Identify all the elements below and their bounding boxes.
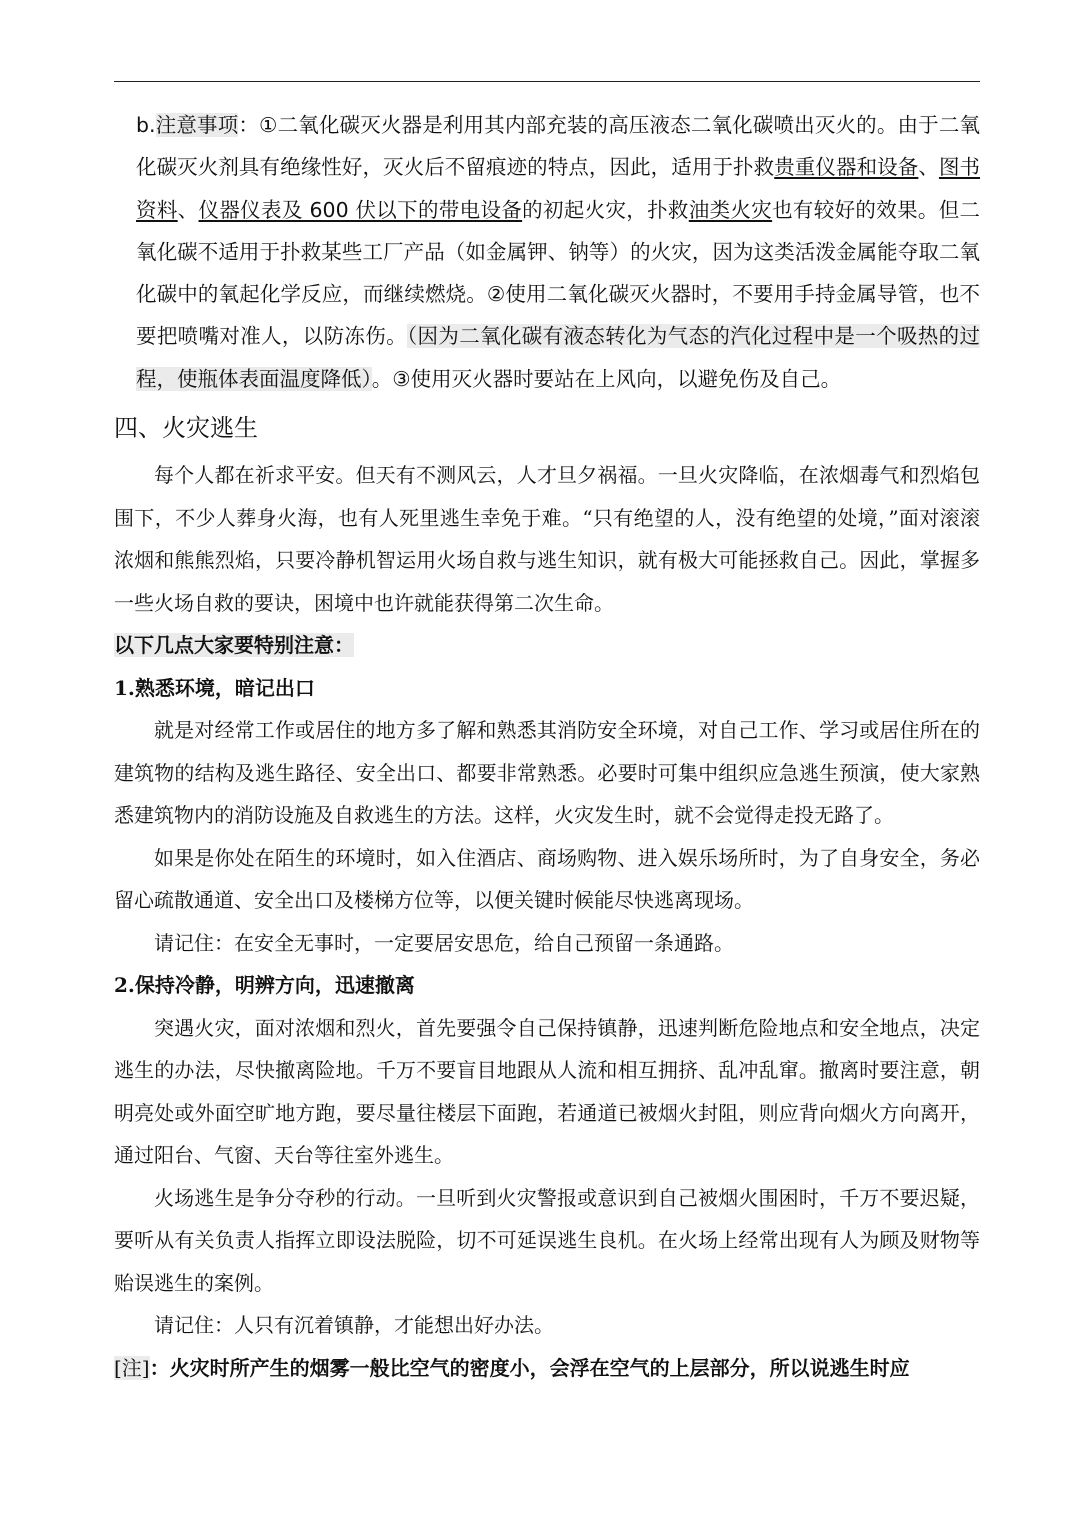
item-2-paragraph-3: 请记住：人只有沉着镇静，才能想出好办法。 — [154, 1313, 554, 1338]
note-text: ：火灾时所产生的烟雾一般比空气的密度小，会浮在空气的上层部分，所以说逃生时应 — [149, 1355, 910, 1380]
section-heading-fire-escape: 四、火灾逃生 — [114, 414, 258, 443]
header-rule — [114, 81, 980, 82]
item-1-title: 1.熟悉环境，暗记出口 — [114, 675, 315, 700]
item-2-paragraph-2: 火场逃生是争分夺秒的行动。一旦听到火灾警报或意识到自己被烟火围困时，千万不要迟疑，要听从有关负责人指挥立即设法脱险，切不可延误逃生良机。在火场上经常出现有人为顾及财物等贻误逃生的案例。 — [114, 1185, 980, 1295]
intro-paragraph: 每个人都在祈求平安。但天有不测风云，人才旦夕祸福。一旦火灾降临，在浓烟毒气和烈焰包围下，不少人葬身火海，也有人死里逃生幸免于难。“只有绝望的人，没有绝望的处境，”面对滚滚浓烟和熊熊烈焰，只要冷静机智运用火场自救与逃生知识，就有极大可能拯救自己。因此，掌握多一些火场自救的要诀，困境中也许就能获得第二次生命。 — [114, 463, 980, 615]
underlined-term-1: 贵重仪器和设备 — [774, 155, 919, 180]
item-2-title: 2.保持冷静，明辨方向，迅速撤离 — [114, 973, 415, 998]
section-b-sep-2: 、 — [177, 197, 199, 222]
underlined-term-2: 图书资料 — [136, 155, 981, 222]
highlighted-explanation: （因为二氧化碳有液态转化为气态的汽化过程中是一个吸热的过程，使瓶体表面温度降低） — [136, 324, 980, 391]
item-1-paragraph-3: 请记住：在安全无事时，一定要居安思危，给自己预留一条通路。 — [154, 930, 734, 955]
section-b-text-3: 也有较好的效果。但二氧化碳不适用于扑救某些工厂产品（如金属钾、钠等）的火灾，因为这类活泼金属能夺取二氧化碳中的氧起化学反应，而继续燃烧。②使用二氧化碳灭火器时，不要用手持金属导管，也不要把喷嘴对准人，以防冻伤。 — [136, 197, 981, 349]
paragraph-b-precautions — [114, 104, 980, 400]
attention-line — [114, 624, 980, 667]
note-paragraph — [114, 1347, 980, 1390]
section-b-label: 注意事项 — [155, 113, 239, 137]
note-tag: [注] — [114, 1355, 150, 1380]
section-b-text-2: 的初起火灾，扑救 — [522, 197, 689, 222]
item-2-paragraph-1: 突遇火灾，面对浓烟和烈火，首先要强令自己保持镇静，迅速判断危险地点和安全地点，决定逃生的办法，尽快撤离险地。千万不要盲目地跟从人流和相互拥挤、乱冲乱窜。撤离时要注意，朝明亮处或外面空旷地方跑，要尽量往楼层下面跑，若通道已被烟火封阻，则应背向烟火方向离开，通过阳台、气窗、天台等往室外逃生。 — [114, 1015, 980, 1168]
attention-text: 以下几点大家要特别注意： — [114, 633, 354, 658]
item-1-paragraph-1: 就是对经常工作或居住的地方多了解和熟悉其消防安全环境，对自己工作、学习或居住所在的建筑物的结构及逃生路径、安全出口、都要非常熟悉。必要时可集中组织应急逃生预演，使大家熟悉建筑物内的消防设施及自救逃生的方法。这样，火灾发生时，就不会觉得走投无路了。 — [114, 718, 980, 828]
section-b-text-1: ：①二氧化碳灭火器是利用其内部充装的高压液态二氧化碳喷出灭火的。由于二氧化碳灭火剂具有绝缘性好，灭火后不留痕迹的特点，因此，适用于扑救 — [136, 113, 980, 180]
section-b-text-4: 。③使用灭火器时要站在上风向，以避免伤及自己。 — [371, 366, 842, 391]
section-b-prefix: b. — [136, 113, 156, 137]
section-b-sep-1: 、 — [918, 155, 939, 180]
underlined-term-4: 油类火灾 — [688, 197, 773, 222]
underlined-term-3: 仪器仪表及 600 伏以下的带电设备 — [198, 197, 523, 222]
item-1-paragraph-2: 如果是你处在陌生的环境时，如入住酒店、商场购物、进入娱乐场所时，为了自身安全，务必留心疏散通道、安全出口及楼梯方位等，以便关键时候能尽快逃离现场。 — [114, 845, 980, 913]
page-content — [114, 104, 980, 1389]
